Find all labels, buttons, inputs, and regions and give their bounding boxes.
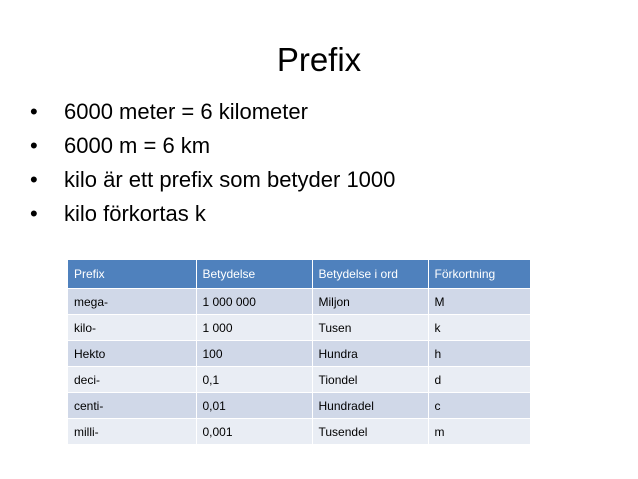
- table-row: [68, 393, 530, 419]
- bullet-text: 6000 m = 6 km: [64, 133, 211, 158]
- cell-betydelse: 1 000 000: [196, 289, 312, 315]
- table-row: [68, 341, 530, 367]
- cell-betydelse-i-ord: Tusendel: [312, 419, 428, 445]
- header-betydelse-i-ord: Betydelse i ord: [312, 260, 428, 289]
- bullet-icon: •: [30, 99, 38, 124]
- cell-forkortning: d: [428, 367, 530, 393]
- bullet-item: [30, 129, 395, 163]
- cell-prefix: mega-: [68, 289, 196, 315]
- cell-betydelse-i-ord: Hundradel: [312, 393, 428, 419]
- cell-betydelse: 0,001: [196, 419, 312, 445]
- cell-betydelse-i-ord: Miljon: [312, 289, 428, 315]
- cell-prefix: milli-: [68, 419, 196, 445]
- table-header-row: [68, 260, 530, 289]
- cell-forkortning: m: [428, 419, 530, 445]
- bullet-text: 6000 meter = 6 kilometer: [64, 99, 308, 124]
- header-betydelse: Betydelse: [196, 260, 312, 289]
- bullet-icon: •: [30, 167, 38, 192]
- table-row: [68, 419, 530, 445]
- header-prefix: Prefix: [68, 260, 196, 289]
- slide-title: Prefix: [276, 41, 362, 78]
- bullet-item: [30, 197, 395, 231]
- cell-prefix: Hekto: [68, 341, 196, 367]
- cell-forkortning: M: [428, 289, 530, 315]
- bullet-list: [30, 95, 395, 231]
- bullet-icon: •: [30, 201, 38, 226]
- table-row: [68, 315, 530, 341]
- cell-betydelse: 0,01: [196, 393, 312, 419]
- table-row: [68, 367, 530, 393]
- cell-betydelse-i-ord: Hundra: [312, 341, 428, 367]
- table-row: [68, 289, 530, 315]
- cell-forkortning: c: [428, 393, 530, 419]
- cell-prefix: kilo-: [68, 315, 196, 341]
- bullet-icon: •: [30, 133, 38, 158]
- cell-betydelse-i-ord: Tusen: [312, 315, 428, 341]
- cell-prefix: deci-: [68, 367, 196, 393]
- bullet-text: kilo är ett prefix som betyder 1000: [64, 167, 396, 192]
- bullet-text: kilo förkortas k: [64, 201, 206, 226]
- bullet-item: [30, 163, 395, 197]
- cell-prefix: centi-: [68, 393, 196, 419]
- cell-betydelse: 1 000: [196, 315, 312, 341]
- bullet-item: [30, 95, 395, 129]
- cell-betydelse: 0,1: [196, 367, 312, 393]
- prefix-table: [68, 260, 531, 445]
- header-forkortning: Förkortning: [428, 260, 530, 289]
- cell-forkortning: h: [428, 341, 530, 367]
- cell-forkortning: k: [428, 315, 530, 341]
- cell-betydelse-i-ord: Tiondel: [312, 367, 428, 393]
- cell-betydelse: 100: [196, 341, 312, 367]
